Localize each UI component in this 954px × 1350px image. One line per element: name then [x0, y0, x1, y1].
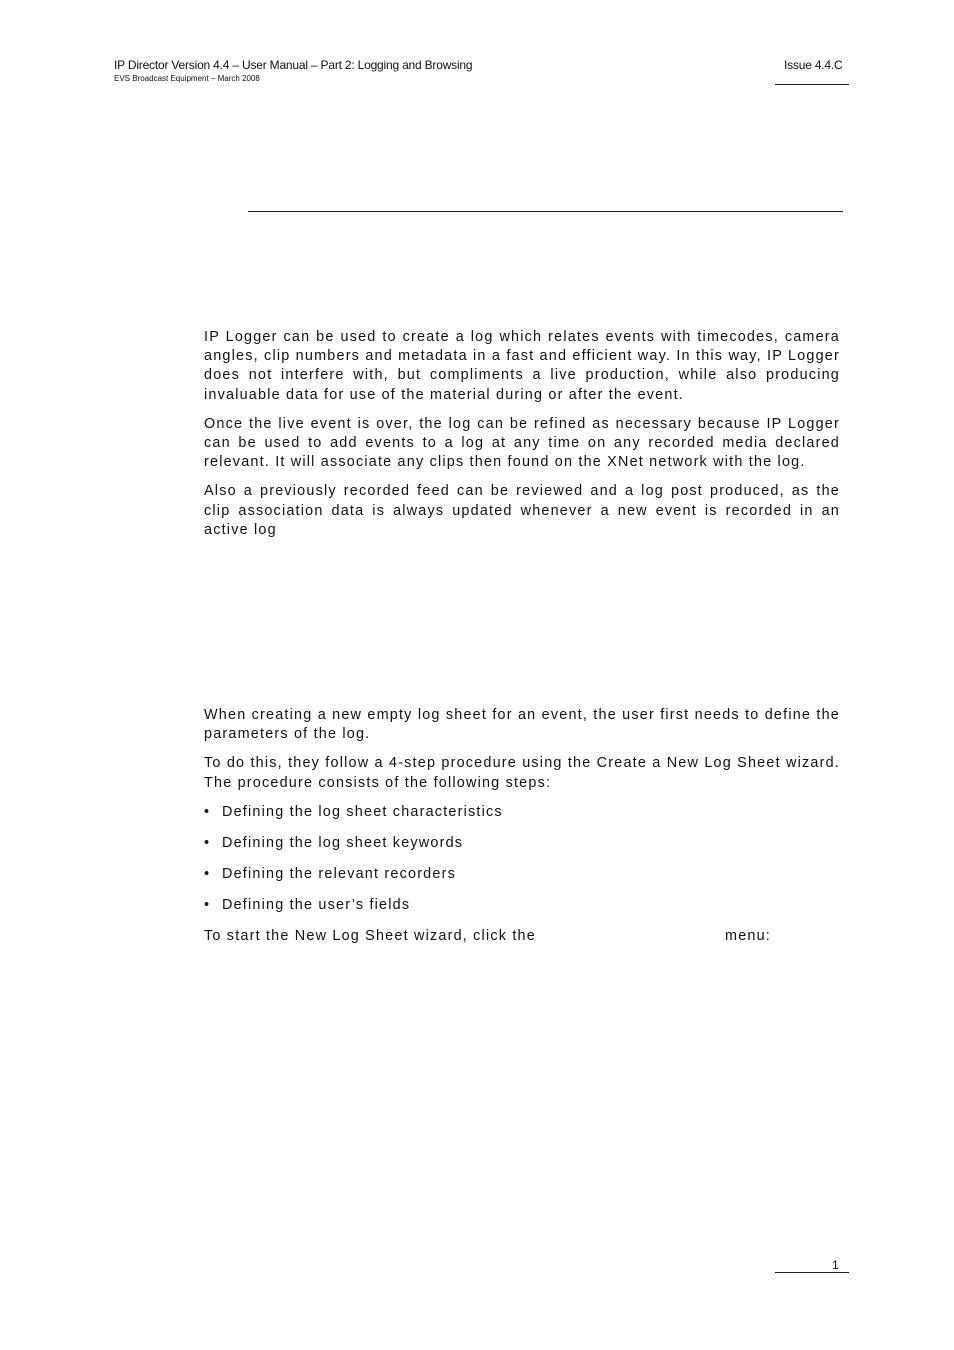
intro-paragraph: IP Logger can be used to create a log which relates events with timecodes, camera angles, clip numbers and metadata in a fast and efficient way. In this way, IP Logger does not interfere with, but compliments a live production, while also producing invaluable data for use of the material during or after the event. [204, 329, 840, 403]
section-divider [248, 211, 843, 212]
bullet-icon: • [204, 834, 211, 851]
start-text: To start the New Log Sheet wizard, click the [204, 928, 536, 945]
creating-section [204, 706, 840, 946]
step-label: Defining the log sheet keywords [222, 834, 464, 851]
list-item [204, 834, 840, 853]
bullet-icon: • [204, 803, 211, 820]
list-item [204, 896, 840, 915]
intro-section [204, 328, 840, 550]
document-title: IP Director Version 4.4 – User Manual – Part 2: Logging and Browsing [114, 58, 473, 72]
steps-list [204, 803, 840, 915]
document-subtitle: EVS Broadcast Equipment – March 2008 [114, 74, 260, 83]
intro-paragraph: Also a previously recorded feed can be reviewed and a log post produced, as the clip association data is always updated whenever a new event is recorded in an active log [204, 483, 840, 538]
list-item [204, 865, 840, 884]
issue-label: Issue 4.4.C [784, 58, 843, 72]
step-label: Defining the log sheet characteristics [222, 803, 503, 820]
page-number: 1 [832, 1258, 839, 1272]
list-item [204, 803, 840, 822]
menu-text: menu: [725, 928, 771, 945]
start-instruction [204, 927, 840, 946]
creating-paragraph: When creating a new empty log sheet for an event, the user first needs to define the parameters of the log. [204, 707, 840, 743]
bullet-icon: • [204, 896, 211, 913]
intro-paragraph: Once the live event is over, the log can be refined as necessary because IP Logger can be used to add events to a log at any time on any recorded media declared relevant. It will associate any clips then found on the XNet network with the log. [204, 415, 840, 471]
bullet-icon: • [204, 865, 211, 882]
creating-paragraph: To do this, they follow a 4-step procedure using the Create a New Log Sheet wizard. The procedure consists of the following steps: [204, 755, 840, 791]
step-label: Defining the relevant recorders [222, 865, 456, 882]
header-divider [775, 84, 849, 85]
footer-divider [775, 1272, 849, 1273]
step-label: Defining the user’s fields [222, 896, 411, 913]
